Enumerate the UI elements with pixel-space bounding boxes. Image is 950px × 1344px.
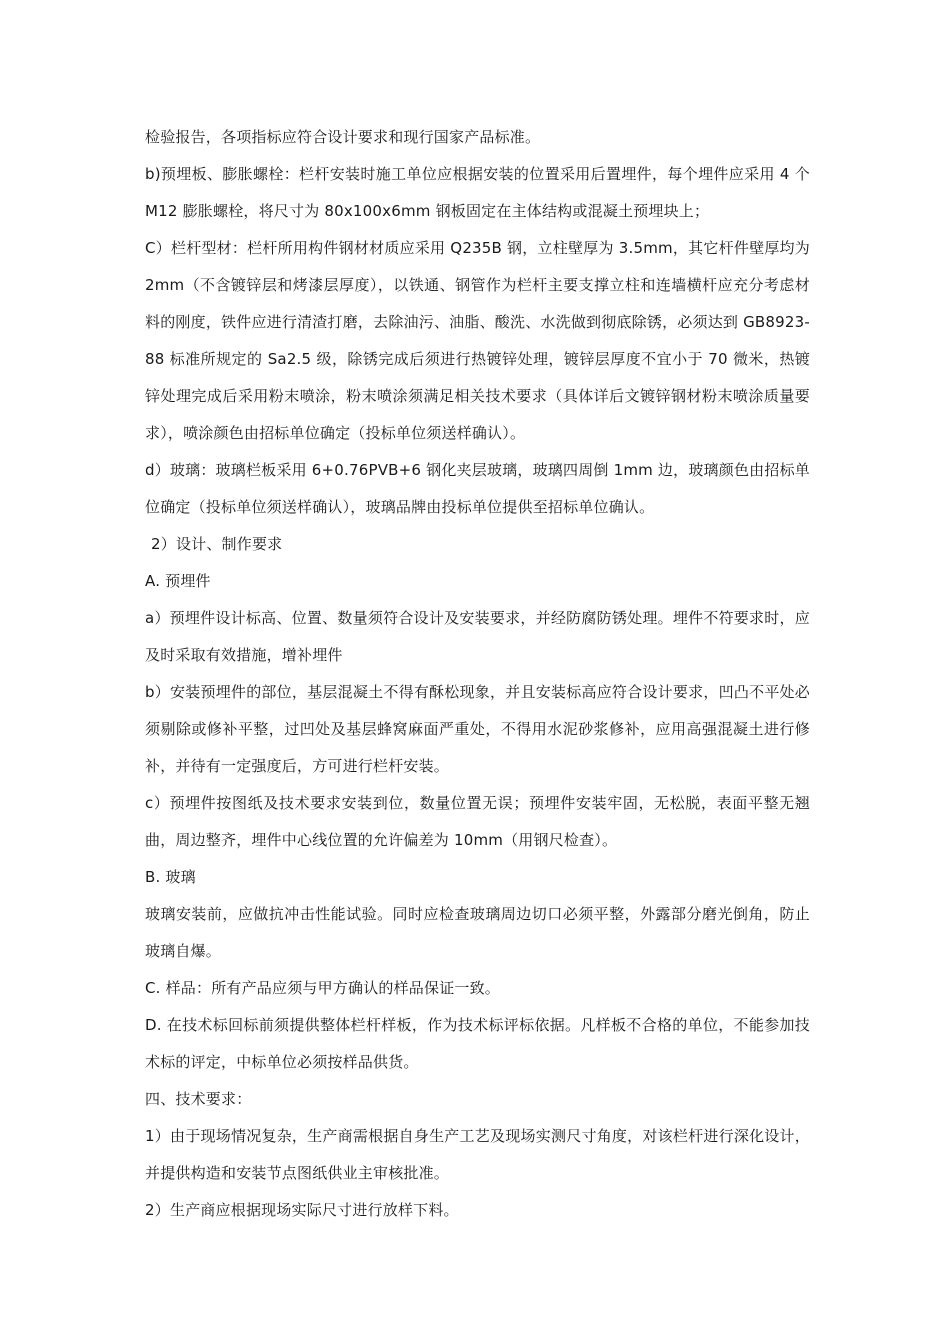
paragraph-embedded-c: c）预埋件按图纸及技术要求安装到位，数量位置无误；预埋件安装牢固，无松脱，表面平整无翘曲，周边整齐，埋件中心线位置的允许偏差为 10mm（用钢尺检查）。 <box>145 794 810 849</box>
paragraph-railing-profile: C）栏杆型材：栏杆所用构件钢材材质应采用 Q235B 钢，立柱壁厚为 3.5mm，其它杆件壁厚均为 2mm（不含镀锌层和烤漆层厚度），以铁通、钢管作为栏杆主要支撑立柱和连墙横杆应充分考虑材料的刚度，铁件应进行清渣打磨，去除油污、油脂、酸洗、水洗做到彻底除锈，必须达到 GB8923-88 标准所规定的 Sa2.5 级，除锈完成后须进行热镀锌处理，镀锌层厚度不宜小于 70 微米，热镀锌处理完成后采用粉末喷涂，粉末喷涂须满足相关技术要求（具体详后文镀锌钢材粉末喷涂质量要求），喷涂颜色由招标单位确定（投标单位须送样确认）。 <box>145 239 810 442</box>
paragraph-embedded-plate-bolts: b)预埋板、膨胀螺栓：栏杆安装时施工单位应根据安装的位置采用后置埋件，每个埋件应采用 4 个 M12 膨胀螺栓，将尺寸为 80x100x6mm 钢板固定在主体结构或混凝土预埋块上； <box>145 165 810 220</box>
paragraph-prototype: D. 在技术标回标前须提供整体栏杆样板，作为技术标评标依据。凡样板不合格的单位，不能参加技术标的评定，中标单位必须按样品供货。 <box>145 1016 810 1071</box>
paragraph-inspection-report: 检验报告，各项指标应符合设计要求和现行国家产品标准。 <box>145 128 541 146</box>
document-body <box>145 119 810 1229</box>
paragraph-glass: d）玻璃：玻璃栏板采用 6+0.76PVB+6 钢化夹层玻璃，玻璃四周倒 1mm 边，玻璃颜色由招标单位确定（投标单位须送样确认），玻璃品牌由投标单位提供至招标单位确认。 <box>145 461 810 516</box>
paragraph-embedded-a: a）预埋件设计标高、位置、数量须符合设计及安装要求，并经防腐防锈处理。埋件不符要求时，应及时采取有效措施，增补埋件 <box>145 609 810 664</box>
subheading-glass: B. 玻璃 <box>145 868 196 886</box>
subheading-embedded-parts: A. 预埋件 <box>145 572 211 590</box>
section-heading-technical-requirements: 四、技术要求： <box>145 1090 252 1108</box>
paragraph-glass-install: 玻璃安装前，应做抗冲击性能试验。同时应检查玻璃周边切口必须平整，外露部分磨光倒角，防止玻璃自爆。 <box>145 905 810 960</box>
paragraph-embedded-b: b）安装预埋件的部位，基层混凝土不得有酥松现象，并且安装标高应符合设计要求，凹凸不平处必须剔除或修补平整，过凹处及基层蜂窝麻面严重处，不得用水泥砂浆修补，应用高强混凝土进行修补，并待有一定强度后，方可进行栏杆安装。 <box>145 683 810 775</box>
paragraph-samples: C. 样品：所有产品应须与甲方确认的样品保证一致。 <box>145 979 501 997</box>
paragraph-tech-2: 2）生产商应根据现场实际尺寸进行放样下料。 <box>145 1201 459 1219</box>
section-heading-design-requirements: 2）设计、制作要求 <box>151 535 283 553</box>
paragraph-tech-1: 1）由于现场情况复杂，生产商需根据自身生产工艺及现场实测尺寸角度，对该栏杆进行深化设计，并提供构造和安装节点图纸供业主审核批准。 <box>145 1127 810 1182</box>
